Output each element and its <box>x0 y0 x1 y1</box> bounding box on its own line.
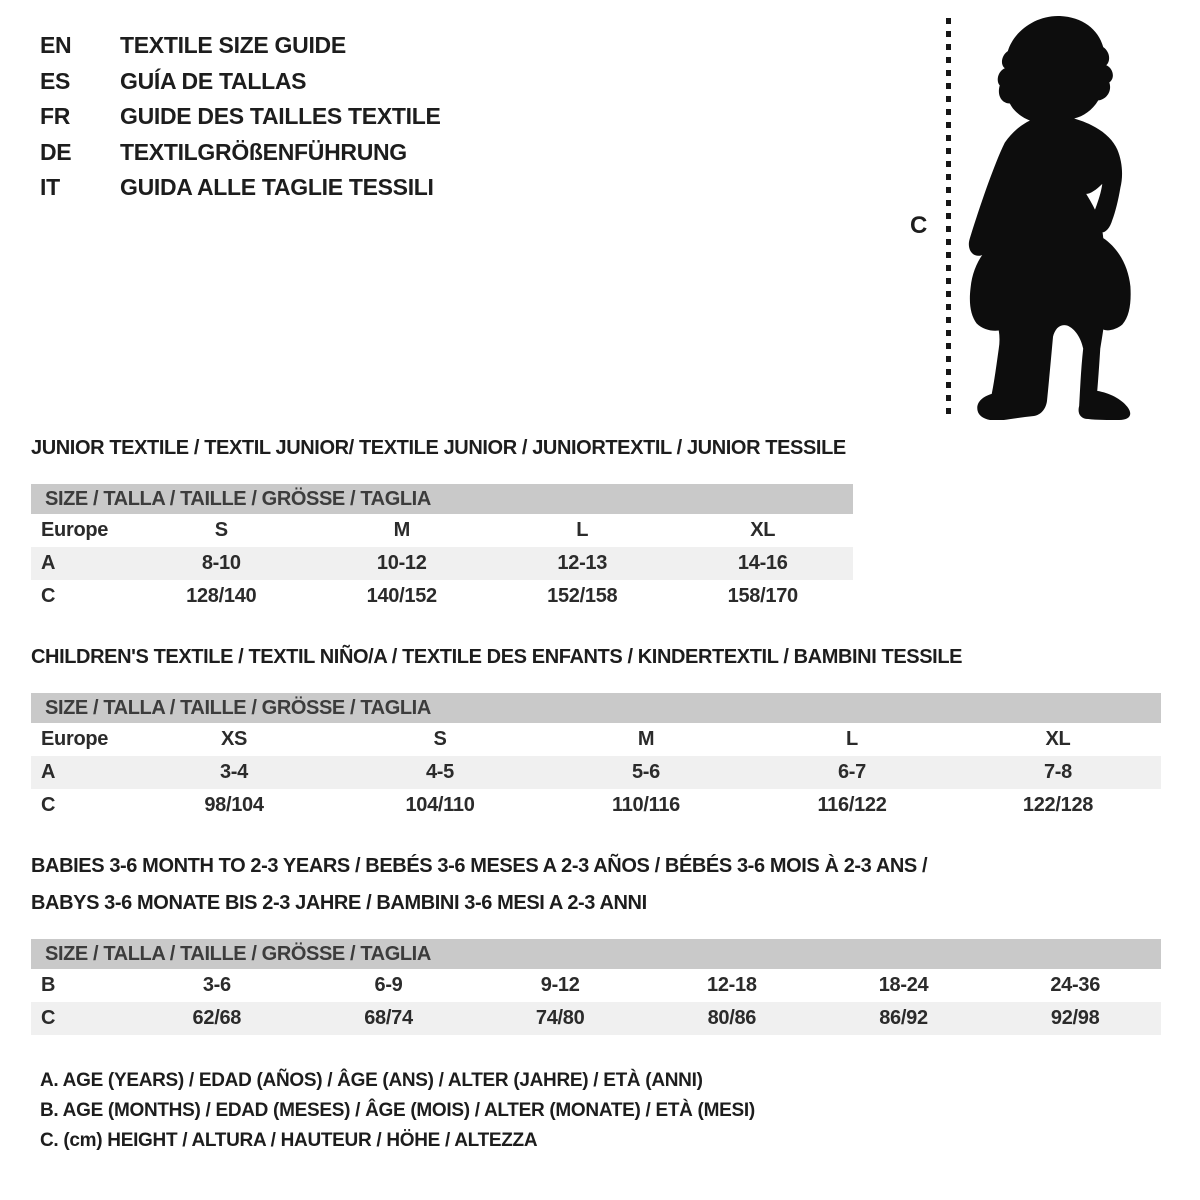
section-title <box>31 639 1161 676</box>
table-row <box>31 756 1161 789</box>
size-cell: 152/158 <box>547 585 618 607</box>
size-section <box>31 848 1161 1035</box>
size-table <box>31 484 853 613</box>
height-dotted-line <box>946 18 951 418</box>
row-label: Europe <box>41 519 109 541</box>
section-title <box>31 430 1161 467</box>
size-cell: S <box>214 519 228 541</box>
size-cell: 6-9 <box>374 974 403 996</box>
size-cell: L <box>846 728 858 750</box>
guide-title: TEXTILGRÖßENFÜHRUNG <box>120 138 407 165</box>
size-table-header: SIZE / TALLA / TAILLE / GRÖSSE / TAGLIA <box>31 484 853 514</box>
legend-line-b: B. AGE (MONTHS) / EDAD (MESES) / ÂGE (MOIS) / ALTER (MONATE) / ETÀ (MESI) <box>40 1100 755 1121</box>
size-section <box>31 430 1161 613</box>
guide-title: TEXTILE SIZE GUIDE <box>120 32 346 59</box>
size-cell: L <box>576 519 589 541</box>
size-cell: 122/128 <box>1022 794 1094 816</box>
section-title-line: BABYS 3-6 MONATE BIS 2-3 JAHRE / BAMBINI 3-6 MESI A 2-3 ANNI <box>31 892 647 914</box>
size-cell: XS <box>220 728 248 750</box>
table-row <box>31 1002 1161 1035</box>
size-cell: 110/116 <box>612 794 680 816</box>
toddler-silhouette-icon <box>958 14 1136 420</box>
section-title-line: CHILDREN'S TEXTILE / TEXTIL NIÑO/A / TEXTILE DES ENFANTS / KINDERTEXTIL / BAMBINI TESSILE <box>31 646 963 668</box>
table-row <box>31 969 1161 1002</box>
size-cell: 18-24 <box>878 974 929 996</box>
size-cell: 62/68 <box>192 1007 242 1029</box>
size-cell: M <box>637 728 655 750</box>
size-cell: 74/80 <box>535 1007 585 1029</box>
language-code: EN <box>40 32 72 59</box>
size-cell: 6-7 <box>837 761 866 783</box>
size-cell: 116/122 <box>817 794 887 816</box>
size-cell: 12-18 <box>707 974 757 996</box>
guide-title: GUIDE DES TAILLES TEXTILE <box>120 103 441 130</box>
row-label: A <box>41 761 56 783</box>
table-row <box>31 547 853 580</box>
guide-title: GUÍA DE TALLAS <box>120 67 307 94</box>
table-row <box>31 723 1161 756</box>
size-tables <box>31 430 1161 1061</box>
size-cell: 8-10 <box>201 552 241 574</box>
size-section <box>31 639 1161 822</box>
table-row <box>31 514 853 547</box>
size-cell: 9-12 <box>540 974 580 996</box>
language-code: ES <box>40 67 71 94</box>
size-table <box>31 693 1161 822</box>
size-cell: 68/74 <box>364 1007 413 1029</box>
size-cell: 128/140 <box>186 585 257 607</box>
row-label: C <box>41 1007 56 1029</box>
size-cell: S <box>433 728 447 750</box>
size-cell: 4-5 <box>425 761 454 783</box>
size-cell: 98/104 <box>204 794 264 816</box>
size-cell: 10-12 <box>376 552 427 574</box>
size-cell: 86/92 <box>879 1007 928 1029</box>
row-label: B <box>41 974 56 996</box>
size-cell: 3-4 <box>219 761 248 783</box>
size-cell: 7-8 <box>1043 761 1072 783</box>
legend <box>40 1066 755 1156</box>
legend-line-a: A. AGE (YEARS) / EDAD (AÑOS) / ÂGE (ANS) / ALTER (JAHRE) / ETÀ (ANNI) <box>40 1070 703 1091</box>
size-cell: 158/170 <box>727 585 798 607</box>
size-cell: 92/98 <box>1050 1007 1100 1029</box>
size-cell: 14-16 <box>737 552 788 574</box>
section-title-line: JUNIOR TEXTILE / TEXTIL JUNIOR/ TEXTILE JUNIOR / JUNIORTEXTIL / JUNIOR TESSILE <box>31 437 846 459</box>
language-code: DE <box>40 138 72 165</box>
guide-title: GUIDA ALLE TAGLIE TESSILI <box>120 174 434 201</box>
size-cell: 140/152 <box>366 585 437 607</box>
row-label: C <box>41 794 56 816</box>
size-cell: XL <box>750 519 776 541</box>
section-title <box>31 848 1161 922</box>
language-code: IT <box>40 174 60 201</box>
size-cell: 24-36 <box>1050 974 1101 996</box>
size-cell: 12-13 <box>557 552 608 574</box>
size-cell: M <box>393 519 410 541</box>
size-table-header: SIZE / TALLA / TAILLE / GRÖSSE / TAGLIA <box>31 939 1161 969</box>
table-row <box>31 789 1161 822</box>
language-code: FR <box>40 103 71 130</box>
size-cell: XL <box>1045 728 1071 750</box>
legend-line-c: C. (cm) HEIGHT / ALTURA / HAUTEUR / HÖHE / ALTEZZA <box>40 1130 538 1151</box>
size-cell: 5-6 <box>631 761 660 783</box>
size-table-header: SIZE / TALLA / TAILLE / GRÖSSE / TAGLIA <box>31 693 1161 723</box>
height-measure-label: C <box>910 212 928 239</box>
size-cell: 80/86 <box>707 1007 757 1029</box>
size-cell: 104/110 <box>405 794 475 816</box>
height-figure <box>0 0 1200 440</box>
table-row <box>31 580 853 613</box>
size-cell: 3-6 <box>202 974 231 996</box>
row-label: A <box>41 552 56 574</box>
row-label: C <box>41 585 56 607</box>
size-table <box>31 939 1161 1035</box>
row-label: Europe <box>41 728 109 750</box>
section-title-line: BABIES 3-6 MONTH TO 2-3 YEARS / BEBÉS 3-6 MESES A 2-3 AÑOS / BÉBÉS 3-6 MOIS À 2-3 ANS / <box>31 855 928 877</box>
